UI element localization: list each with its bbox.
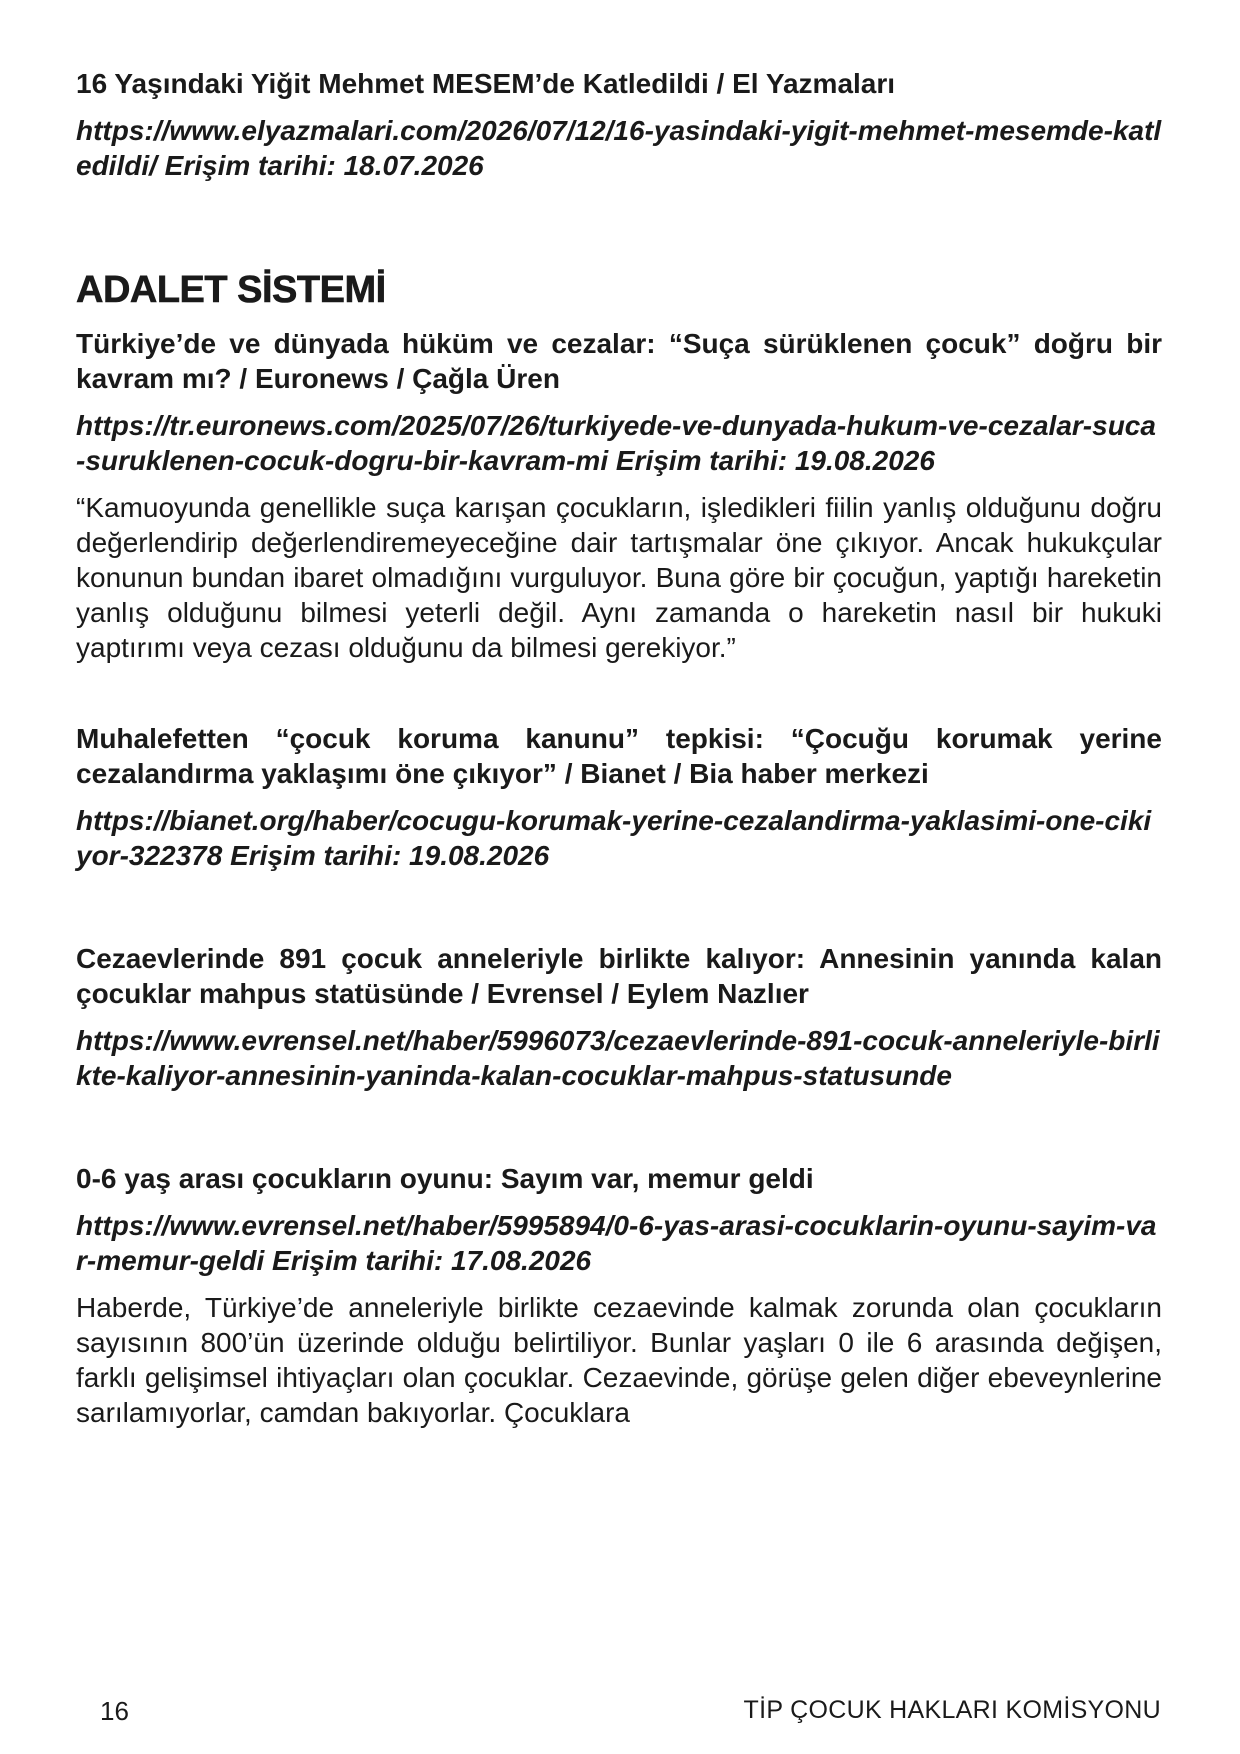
spacer xyxy=(76,665,1162,721)
reference-summary: Haberde, Türkiye’de anneleriyle birlikte cezaevinde kalmak zorunda olan çocukların sayısının 800’ün üzerinde olduğu belirtiliyor. Bunlar yaşları 0 ile 6 arasında değişen, farklı gelişimsel ihtiyaçları olan çocuklar. Cezaevinde, görüşe gelen diğer ebeveynlerine sarılamıyorlar, camdan bakıyorlar. Çocuklara xyxy=(76,1292,1162,1428)
spacer xyxy=(76,1105,1162,1161)
reference-title: 0-6 yaş arası çocukların oyunu: Sayım var, memur geldi xyxy=(76,1163,814,1194)
page-number: 16 xyxy=(100,1696,129,1726)
reference-title: Muhalefetten “çocuk koruma kanunu” tepkisi: “Çocuğu korumak yerine cezalandırma yaklaşımı öne çıkıyor” / Bianet / Bia haber merkezi xyxy=(76,723,1162,789)
spacer xyxy=(76,885,1162,941)
reference-title: 16 Yaşındaki Yiğit Mehmet MESEM’de Katledildi / El Yazmaları xyxy=(76,68,896,99)
reference-url: https://www.elyazmalari.com/2026/07/12/16-yasindaki-yigit-mehmet-mesemde-katledildi/ Erişim tarihi: 18.07.2026 xyxy=(76,115,1162,181)
reference-title: Cezaevlerinde 891 çocuk anneleriyle birlikte kalıyor: Annesinin yanında kalan çocuklar mahpus statüsünde / Evrensel / Eylem Nazlıer xyxy=(76,943,1162,1009)
reference-url: https://www.evrensel.net/haber/5996073/cezaevlerinde-891-cocuk-anneleriyle-birlikte-kaliyor-annesinin-yaninda-kalan-cocuklar-mahpus-statusunde xyxy=(76,1025,1160,1091)
page-content xyxy=(76,66,1162,1430)
footer-publisher: TİP ÇOCUK HAKLARI KOMİSYONU xyxy=(743,1696,1161,1724)
reference-url: https://bianet.org/haber/cocugu-korumak-yerine-cezalandirma-yaklasimi-one-cikiyor-322378 Erişim tarihi: 19.08.2026 xyxy=(76,805,1152,871)
spacer xyxy=(76,195,1162,269)
reference-quote: “Kamuoyunda genellikle suça karışan çocukların, işledikleri fiilin yanlış olduğunu doğru değerlendirip değerlendiremeyeceğine dair tartışmalar öne çıkıyor. Ancak hukukçular konunun bundan ibaret olmadığını vurguluyor. Buna göre bir çocuğun, yaptığı hareketin yanlış olduğunu bilmesi yeterli değil. Aynı zamanda o hareketin nasıl bir hukuki yaptırımı veya cezası olduğunu da bilmesi gerekiyor.” xyxy=(76,492,1162,663)
section-heading: ADALET SİSTEMİ xyxy=(76,269,386,311)
reference-url: https://www.evrensel.net/haber/5995894/0-6-yas-arasi-cocuklarin-oyunu-sayim-var-memur-geldi Erişim tarihi: 17.08.2026 xyxy=(76,1210,1157,1276)
reference-url: https://tr.euronews.com/2025/07/26/turkiyede-ve-dunyada-hukum-ve-cezalar-suca-suruklenen-cocuk-dogru-bir-kavram-mi Erişim tarihi: 19.08.2026 xyxy=(76,410,1156,476)
reference-title: Türkiye’de ve dünyada hüküm ve cezalar: “Suça sürüklenen çocuk” doğru bir kavram mı? / Euronews / Çağla Üren xyxy=(76,328,1162,394)
